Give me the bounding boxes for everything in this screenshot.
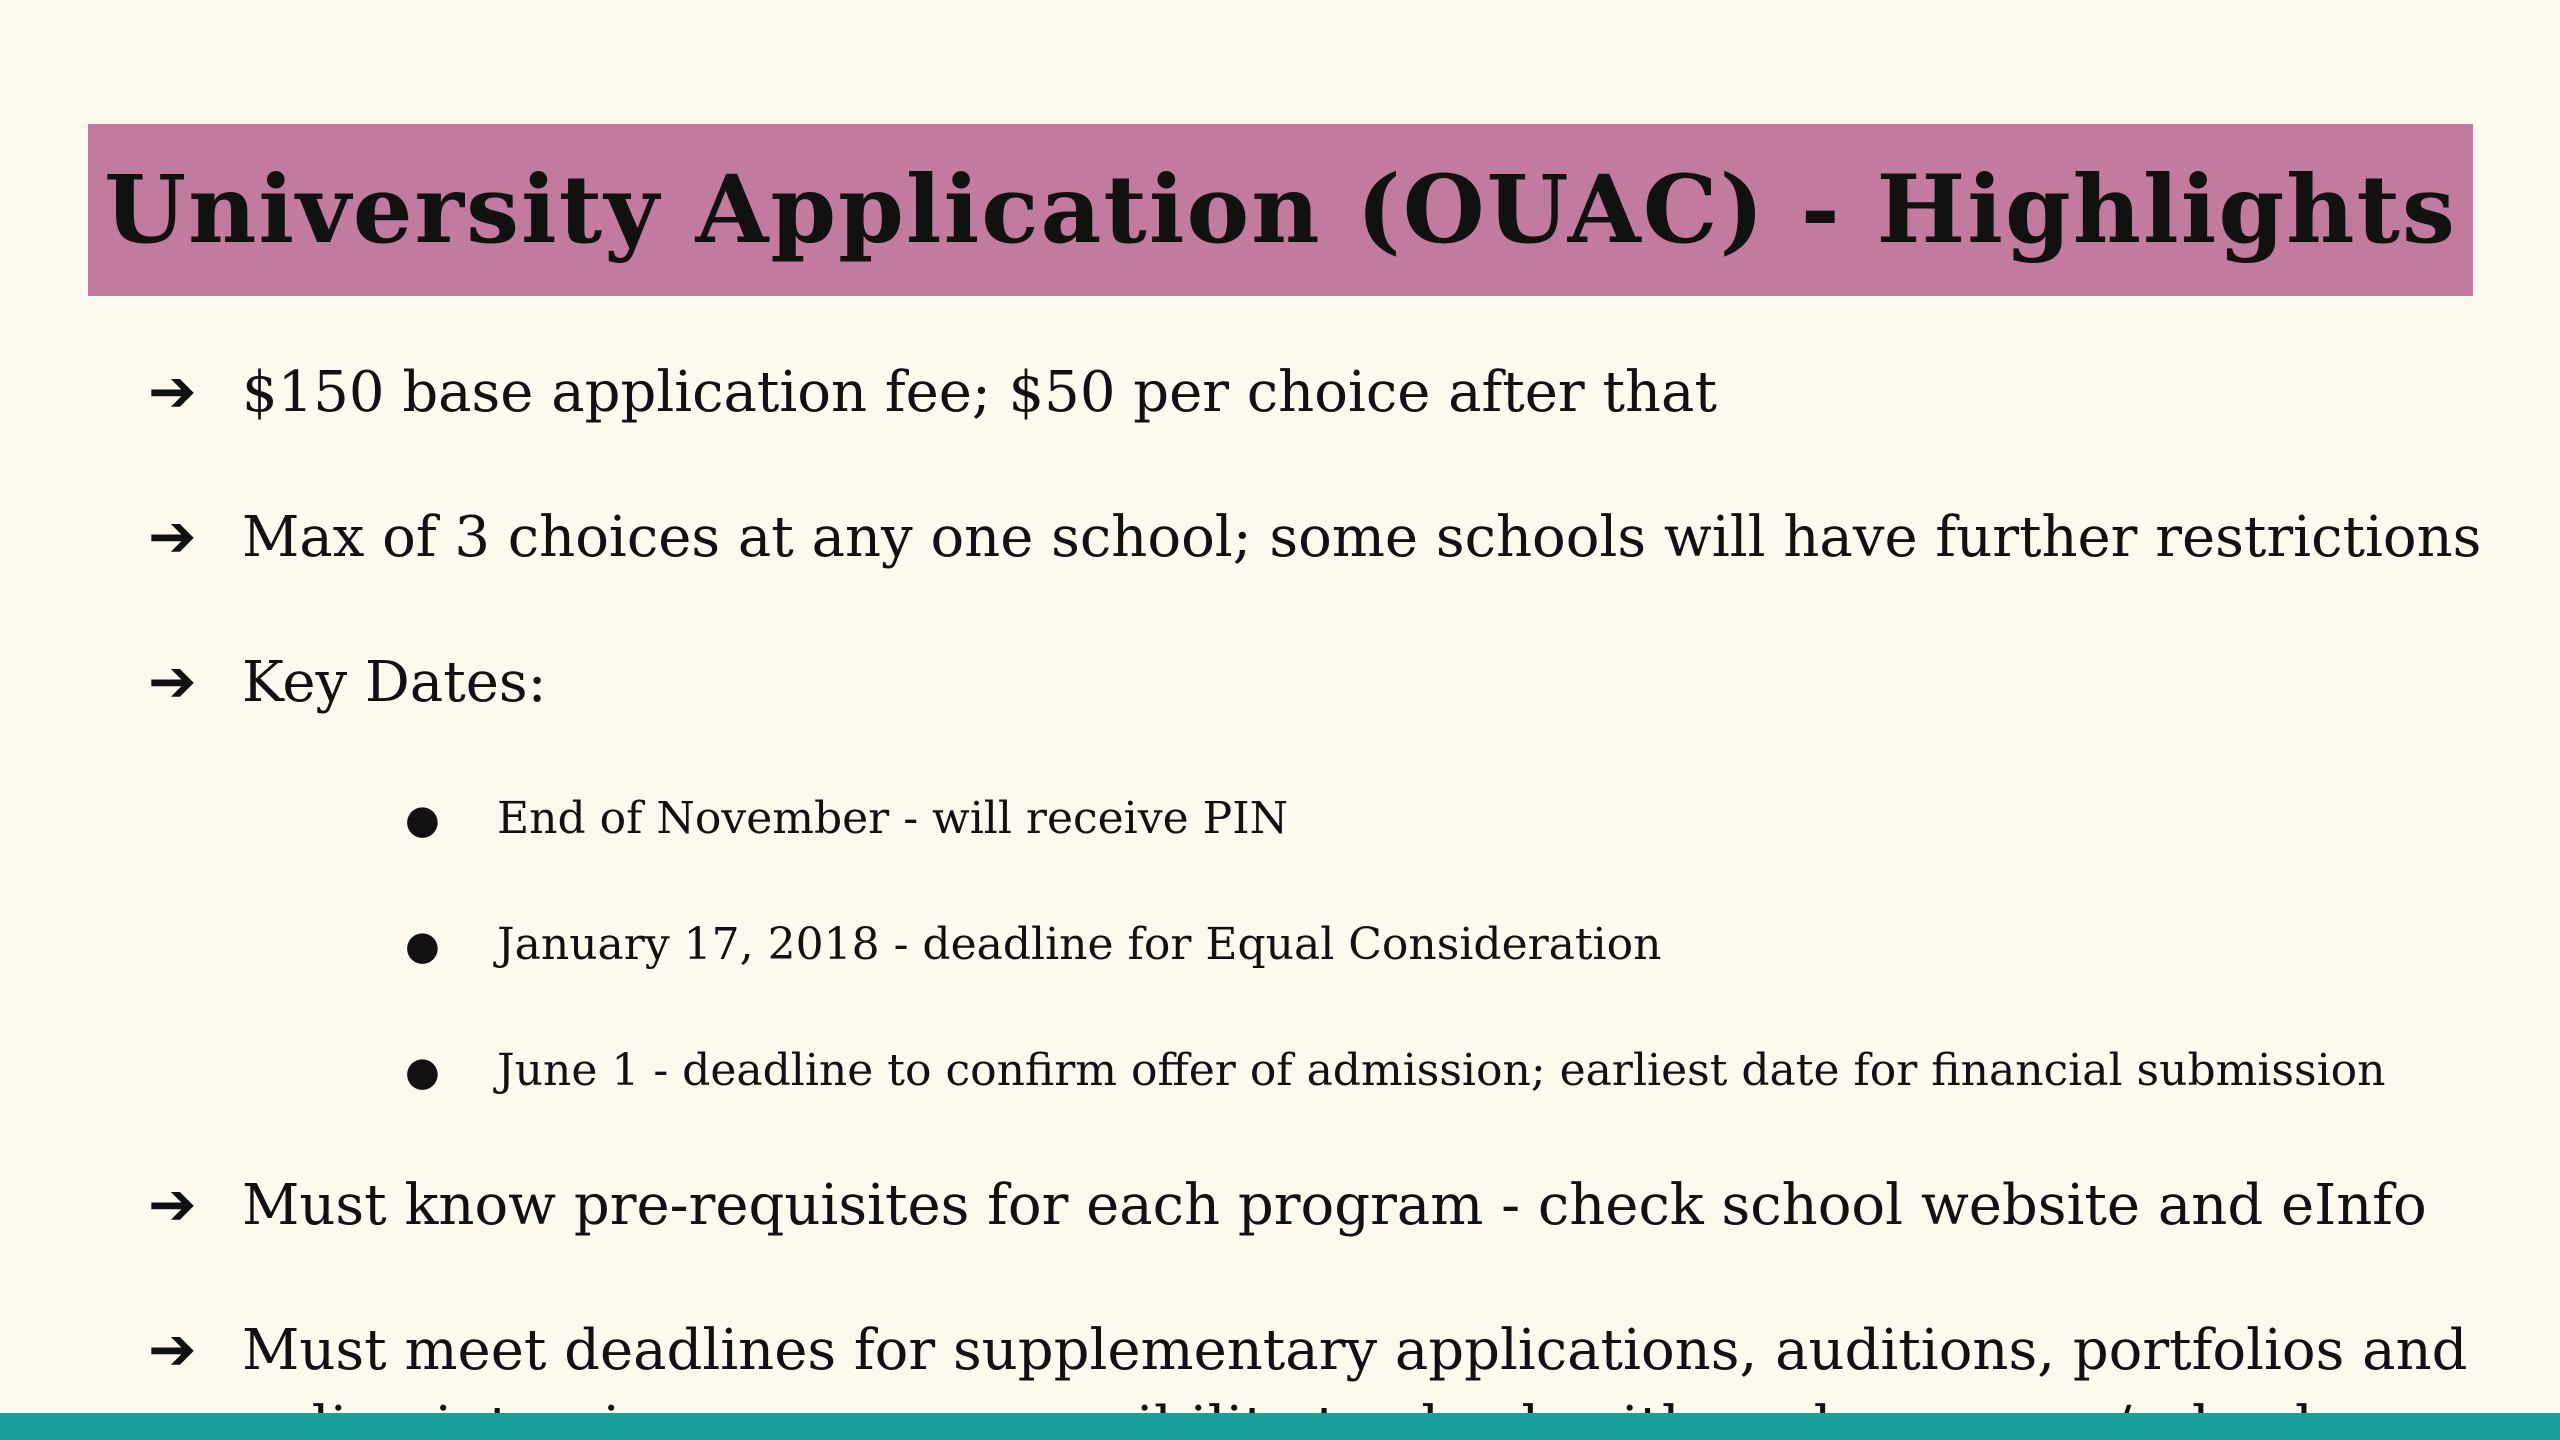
key-date-text: End of November - will receive PIN [497, 793, 1289, 844]
bullet-dot-icon: ● [405, 797, 440, 843]
bullet-text: Key Dates: [242, 650, 547, 715]
key-date-text: January 17, 2018 - deadline for Equal Consideration [497, 919, 1662, 970]
bullet-text: Must meet deadlines for supplementary applications, auditions, portfolios and [242, 1318, 2468, 1383]
bullet-item [148, 1170, 2427, 1238]
bullet-item [148, 502, 2482, 570]
footer-bar [0, 1413, 2560, 1440]
title-bar [88, 124, 2473, 296]
key-date-item [405, 919, 1662, 970]
arrow-icon: ➔ [148, 1315, 197, 1383]
arrow-icon: ➔ [148, 357, 197, 425]
arrow-icon: ➔ [148, 502, 197, 570]
bullet-text: Max of 3 choices at any one school; some schools will have further restrictions [242, 505, 2482, 570]
bullet-item [148, 647, 547, 715]
arrow-icon: ➔ [148, 1170, 197, 1238]
bullet-text: Must know pre-requisites for each program - check school website and eInfo [242, 1173, 2427, 1238]
bullet-item [148, 357, 1717, 425]
bullet-dot-icon: ● [405, 923, 440, 969]
bullet-item [148, 1315, 2468, 1383]
bullet-text: $150 base application fee; $50 per choice after that [242, 360, 1717, 425]
slide-title: University Application (OUAC) - Highlights [104, 155, 2457, 265]
key-date-item [405, 793, 1289, 844]
key-date-text: June 1 - deadline to confirm offer of admission; earliest date for financial submission [497, 1045, 2386, 1096]
bullet-dot-icon: ● [405, 1049, 440, 1095]
arrow-icon: ➔ [148, 647, 197, 715]
key-date-item [405, 1045, 2386, 1096]
